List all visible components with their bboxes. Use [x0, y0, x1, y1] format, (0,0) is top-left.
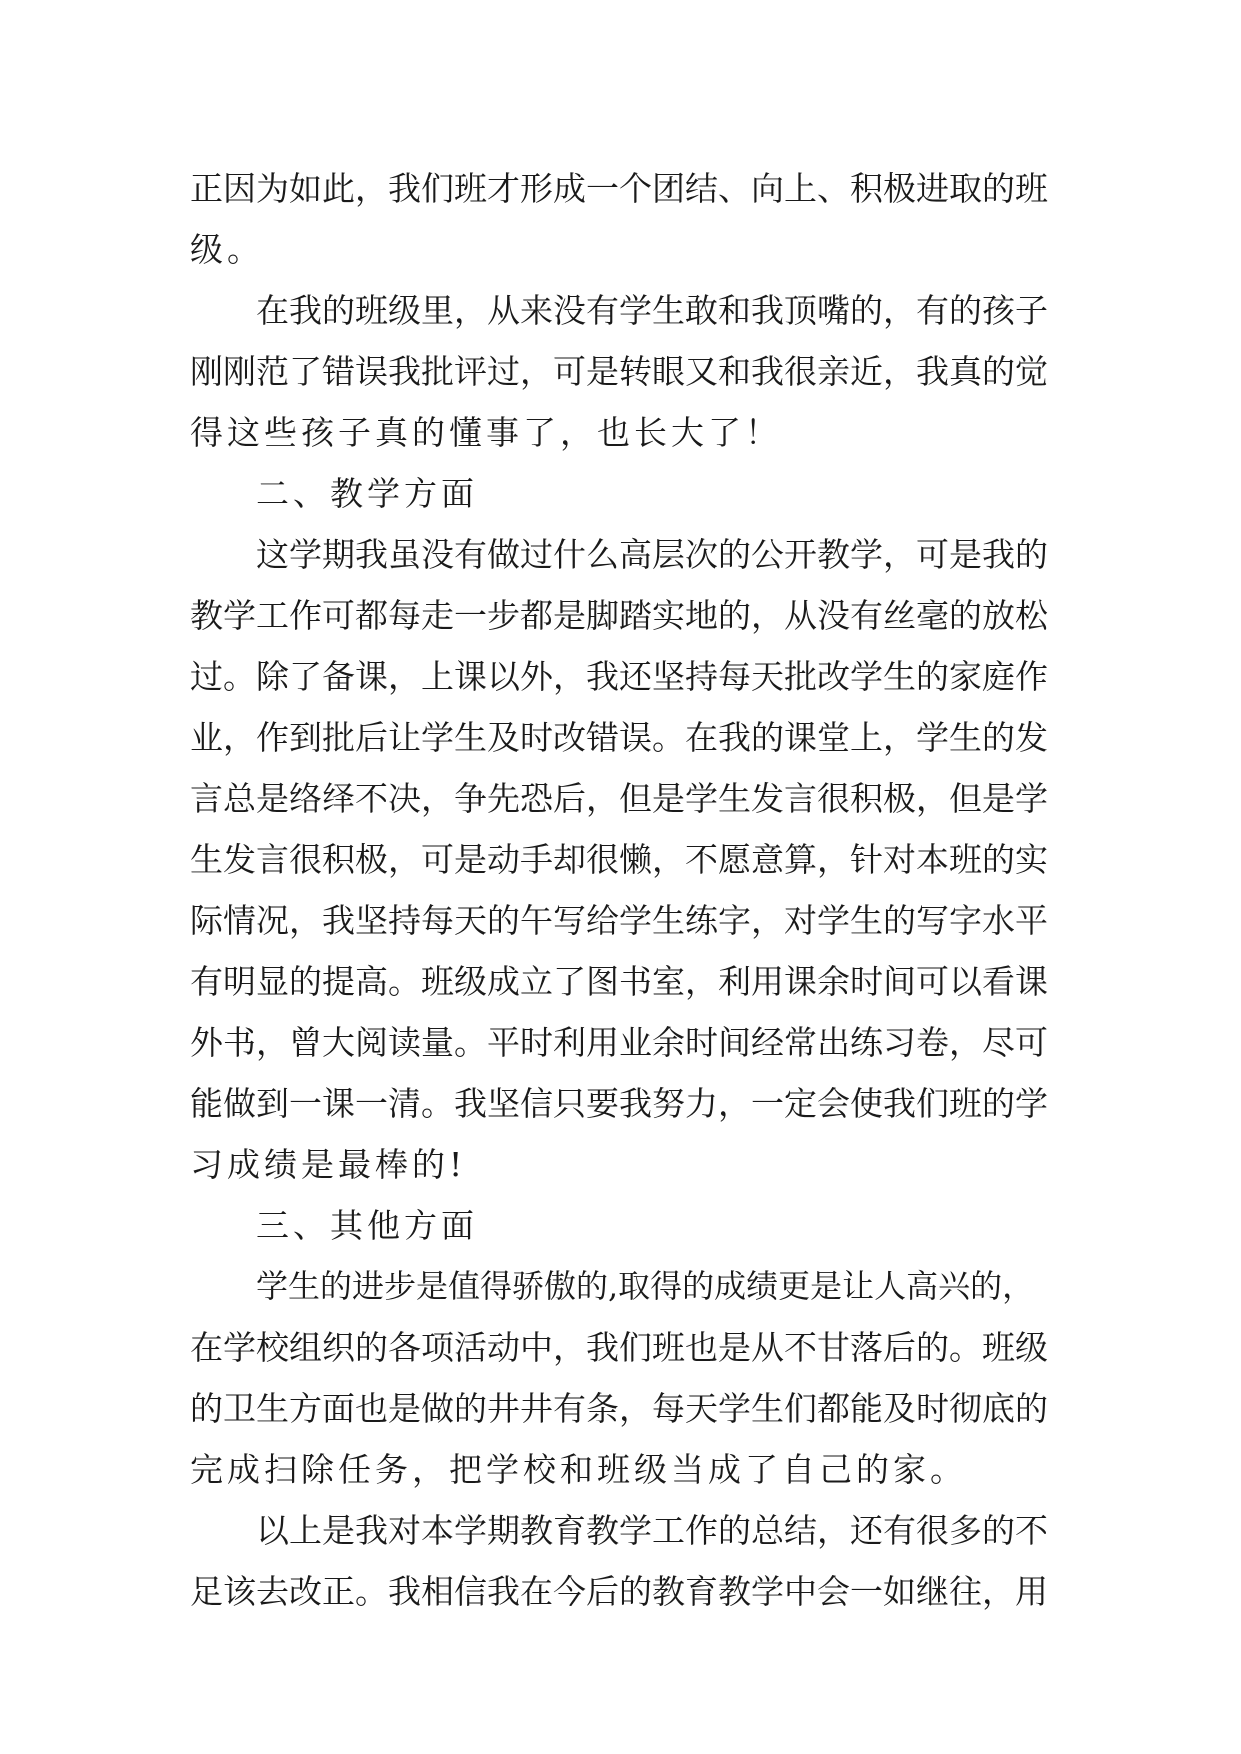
- text-line: 学生的进步是值得骄傲的,取得的成绩更是让人高兴的，: [256, 1267, 1035, 1305]
- text-line: 在学校组织的各项活动中，我们班也是从不甘落后的。班级: [190, 1328, 1048, 1367]
- text-line: 能做到一课一清。我坚信只要我努力，一定会使我们班的学: [190, 1084, 1048, 1123]
- text-line: 刚刚范了错误我批评过，可是转眼又和我很亲近，我真的觉: [190, 352, 1048, 391]
- document-body: [190, 158, 1052, 1622]
- text-line: 在我的班级里，从来没有学生敢和我顶嘴的，有的孩子: [256, 291, 1048, 330]
- section-heading: 二、教学方面: [256, 474, 478, 513]
- text-line: 的卫生方面也是做的井井有条，每天学生们都能及时彻底的: [190, 1389, 1048, 1428]
- text-line: 际情况，我坚持每天的午写给学生练字，对学生的写字水平: [190, 901, 1048, 940]
- text-line: 习成绩是最棒的!: [190, 1145, 467, 1184]
- text-line: 言总是络绎不决，争先恐后，但是学生发言很积极，但是学: [190, 779, 1048, 818]
- text-line: 足该去改正。我相信我在今后的教育教学中会一如继往，用: [190, 1572, 1048, 1611]
- text-line: 得这些孩子真的懂事了，也长大了！: [190, 413, 782, 452]
- text-line: 完成扫除任务，把学校和班级当成了自己的家。: [190, 1450, 967, 1489]
- section-heading: 三、其他方面: [256, 1206, 478, 1245]
- text-line: 这学期我虽没有做过什么高层次的公开教学，可是我的: [256, 535, 1048, 574]
- text-line: 以上是我对本学期教育教学工作的总结，还有很多的不: [256, 1511, 1048, 1550]
- text-line: 外书，曾大阅读量。平时利用业余时间经常出练习卷，尽可: [190, 1023, 1048, 1062]
- text-line: 教学工作可都每走一步都是脚踏实地的，从没有丝毫的放松: [190, 596, 1048, 635]
- text-line: 正因为如此，我们班才形成一个团结、向上、积极进取的班: [190, 169, 1048, 208]
- text-line: 级。: [190, 230, 264, 269]
- text-line: 过。除了备课，上课以外，我还坚持每天批改学生的家庭作: [190, 657, 1048, 696]
- text-line: 有明显的提高。班级成立了图书室，利用课余时间可以看课: [190, 962, 1048, 1001]
- text-line: 业，作到批后让学生及时改错误。在我的课堂上，学生的发: [190, 718, 1048, 757]
- text-line: 生发言很积极，可是动手却很懒，不愿意算，针对本班的实: [190, 840, 1048, 879]
